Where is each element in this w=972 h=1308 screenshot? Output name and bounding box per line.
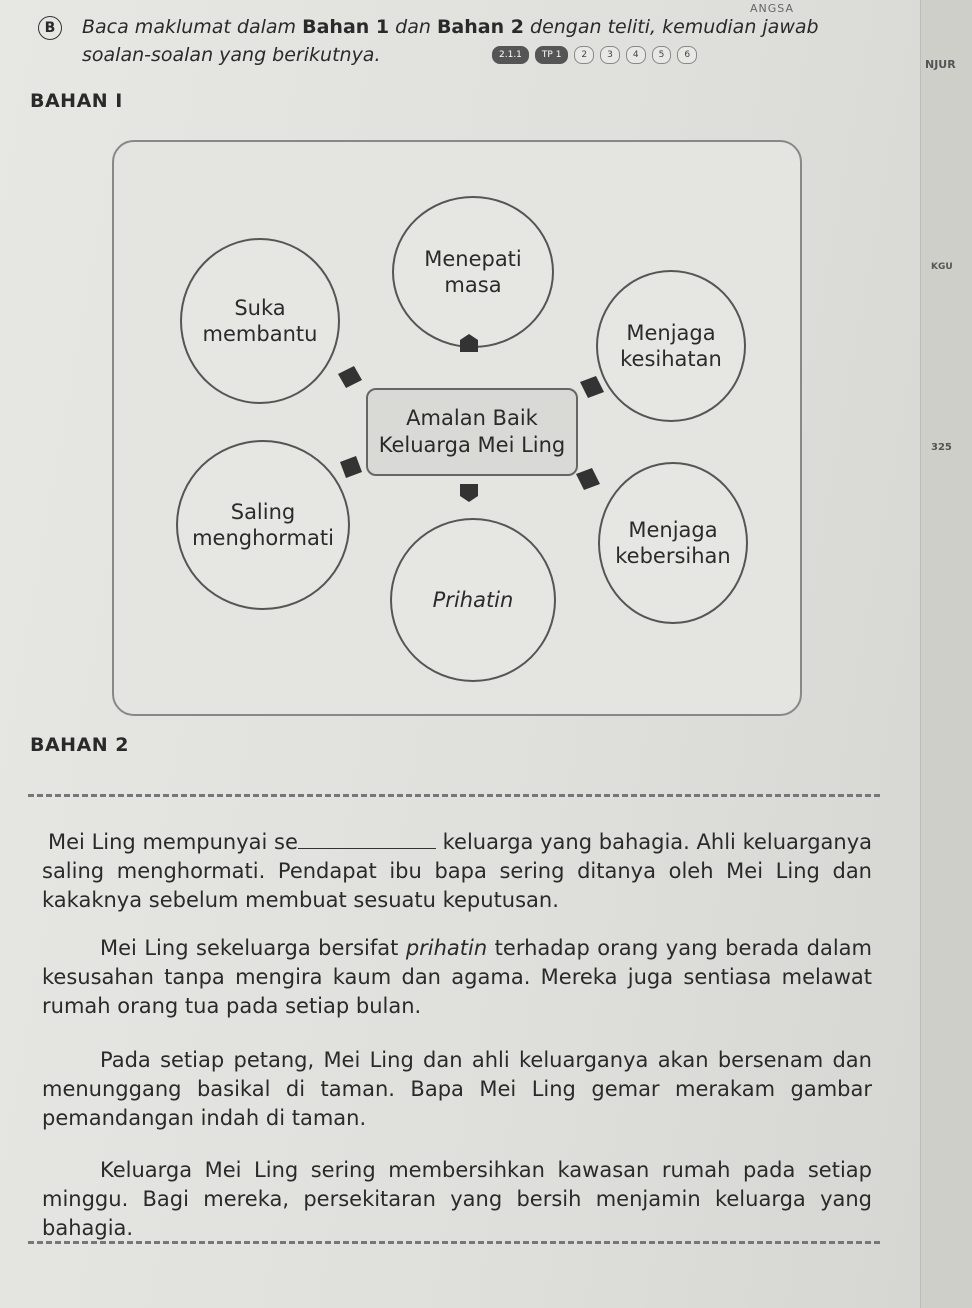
bahan2-title: BAHAN 2 (30, 734, 130, 756)
answer-blank[interactable] (298, 830, 436, 849)
passage-paragraph-3: Pada setiap petang, Mei Ling dan ahli keluarganya akan bersenam dan menunggang basikal di taman. Bapa Mei Ling gemar merakam gambar pemandangan indah di taman. (42, 1048, 872, 1130)
instruction-line-2: soalan-soalan yang berikutnya. (82, 44, 381, 66)
level-tag-5: 5 (652, 46, 672, 64)
passage-paragraph-4: Keluarga Mei Ling sering membersihkan kawasan rumah pada setiap minggu. Bagi mereka, persekitaran yang bersih menjamin keluarga yang bahagia. (42, 1158, 872, 1240)
value-circle-menjaga-kesihatan: Menjaga kesihatan (596, 270, 746, 422)
adjacent-page-margin (920, 0, 972, 1308)
level-tag-2: 2 (574, 46, 594, 64)
margin-label-top: NJUR (925, 58, 956, 71)
margin-label-low: 325 (931, 442, 952, 453)
passage-paragraph-1: Mei Ling mempunyai se keluarga yang bahagia. Ahli keluarganya saling menghormati. Pendapat ibu bapa sering ditanya oleh Mei Ling dan kakaknya sebelum membuat sesuatu keputusan. (42, 830, 872, 912)
level-tag-3: 3 (600, 46, 620, 64)
value-circle-prihatin: Prihatin (390, 518, 556, 682)
margin-label-mid: KGU (931, 262, 953, 272)
bahan1-title: BAHAN I (30, 90, 123, 112)
instruction-line-1: Baca maklumat dalam Bahan 1 dan Bahan 2 dengan teliti, kemudian jawab (82, 16, 819, 38)
center-title-line-1: Amalan Baik (406, 405, 538, 430)
arrow-up-icon (460, 334, 478, 352)
arrow-down-right-icon (576, 468, 600, 490)
level-tag-4: 4 (626, 46, 646, 64)
bahan2-ref: Bahan 2 (436, 16, 524, 38)
standard-tag: 2.1.1 (492, 46, 529, 64)
value-circle-suka-membantu: Suka membantu (180, 238, 340, 404)
value-circle-saling-menghormati: Saling menghormati (176, 440, 350, 610)
value-circle-menepati-masa: Menepati masa (392, 196, 554, 348)
arrow-down-icon (460, 484, 478, 502)
arrow-up-left-icon (338, 366, 362, 388)
arrow-down-left-icon (340, 456, 362, 478)
arrow-up-right-icon (580, 376, 604, 398)
tp-tag: TP 1 (535, 46, 569, 64)
value-circle-menjaga-kebersihan: Menjaga kebersihan (598, 462, 748, 624)
level-tag-6: 6 (677, 46, 697, 64)
top-page-mark: ANGSA (750, 2, 794, 15)
center-title-line-2: Keluarga Mei Ling (378, 433, 566, 457)
bahan1-ref: Bahan 1 (302, 16, 390, 38)
question-letter: B (38, 16, 62, 40)
passage-paragraph-2: Mei Ling sekeluarga bersifat prihatin terhadap orang yang berada dalam kesusahan tanpa mengira kaum dan agama. Mereka juga sentiasa melawat rumah orang tua pada setiap bulan. (42, 936, 872, 1018)
